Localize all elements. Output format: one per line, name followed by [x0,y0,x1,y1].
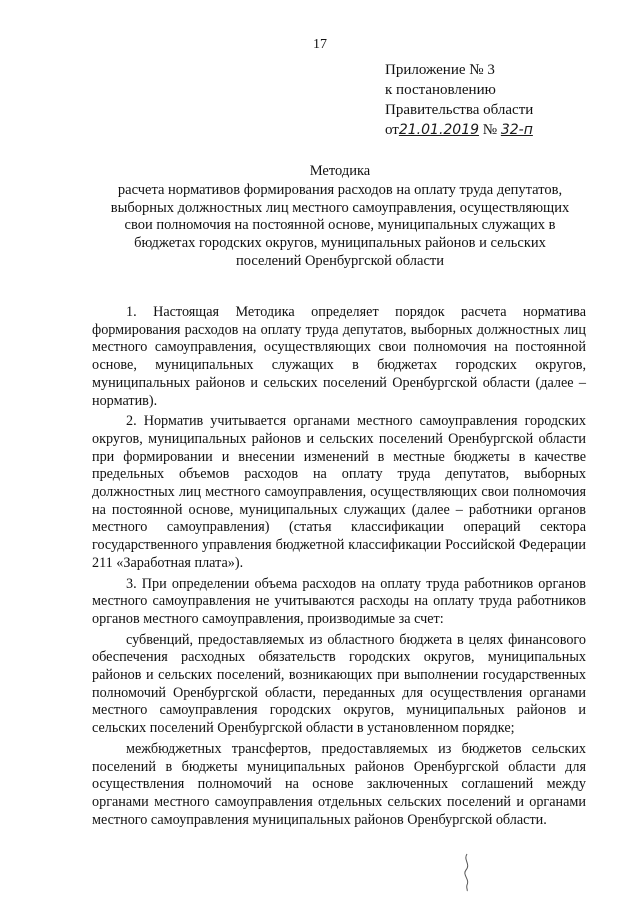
paragraph-transfers: межбюджетных трансфертов, предоставляемых из бюджетов сельских поселений в бюджеты муниципальных районов Оренбургской области для осуществления полномочий на основе заключенных соглашений между органами местного самоуправления отдельных сельских поселений и органами местного самоуправления муниципальных районов Оренбургской области. [92,740,586,828]
appendix-header [385,60,625,140]
title-heading: Методика [309,163,371,179]
pen-mark-icon [458,852,476,892]
paragraph-1: 1. Настоящая Методика определяет порядок расчета норматива формирования расходов на оплату труда депутатов, выборных должностных лиц местного самоуправления, осуществляющих свои полномочия на постоянной основе, муниципальных служащих в бюджетах городских округов, муниципальных районов и сельских поселений Оренбургской области (далее – норматив). [92,304,586,409]
appendix-title: Приложение № 3 [385,62,495,78]
methodology-title [100,163,580,271]
document-body [92,304,586,832]
appendix-authority: Правительства области [385,102,534,118]
page-number: 17 [313,37,327,52]
paragraph-2: 2. Норматив учитывается органами местного самоуправления городских округов, муниципальных районов и сельских поселений Оренбургской области при формировании и внесении изменений в местные бюджеты в качестве предельных объемов расходов на оплату труда депутатов, выборных должностных лиц местного самоуправления, осуществляющих свои полномочия на постоянной основе, муниципальных служащих (далее – работники органов местного самоуправления) (статья классификации операций сектора государственного управления бюджетной классификации Российской Федерации 211 «Заработная плата»). [92,413,586,571]
paragraph-3: 3. При определении объема расходов на оплату труда работников органов местного самоуправления не учитываются расходы на оплату труда работников органов местного самоуправления, производимые за счет: [92,575,586,627]
appendix-date-line [385,120,625,140]
handwritten-number: 32-п [500,122,533,138]
date-prefix: от [385,122,399,138]
paragraph-subventions: субвенций, предоставляемых из областного бюджета в целях финансового обеспечения расходных обязательств городских округов, муниципальных районов и сельских поселений, возникающих при выполнении государственных полномочий Оренбургской области, переданных для осуществления органами местного самоуправления городских округов, муниципальных районов и сельских поселений Оренбургской области в установленном порядке; [92,631,586,737]
appendix-reference: к постановлению [385,82,496,98]
number-prefix: № [482,122,498,138]
title-subtitle: расчета нормативов формирования расходов на оплату труда депутатов, выборных должностных лиц местного самоуправления, осуществляющих свои полномочия на постоянной основе, муниципальных служащих в бюджетах городских округов, муниципальных районов и сельских поселений Оренбургской области [110,181,570,269]
handwritten-date: 21.01.2019 [398,122,480,138]
